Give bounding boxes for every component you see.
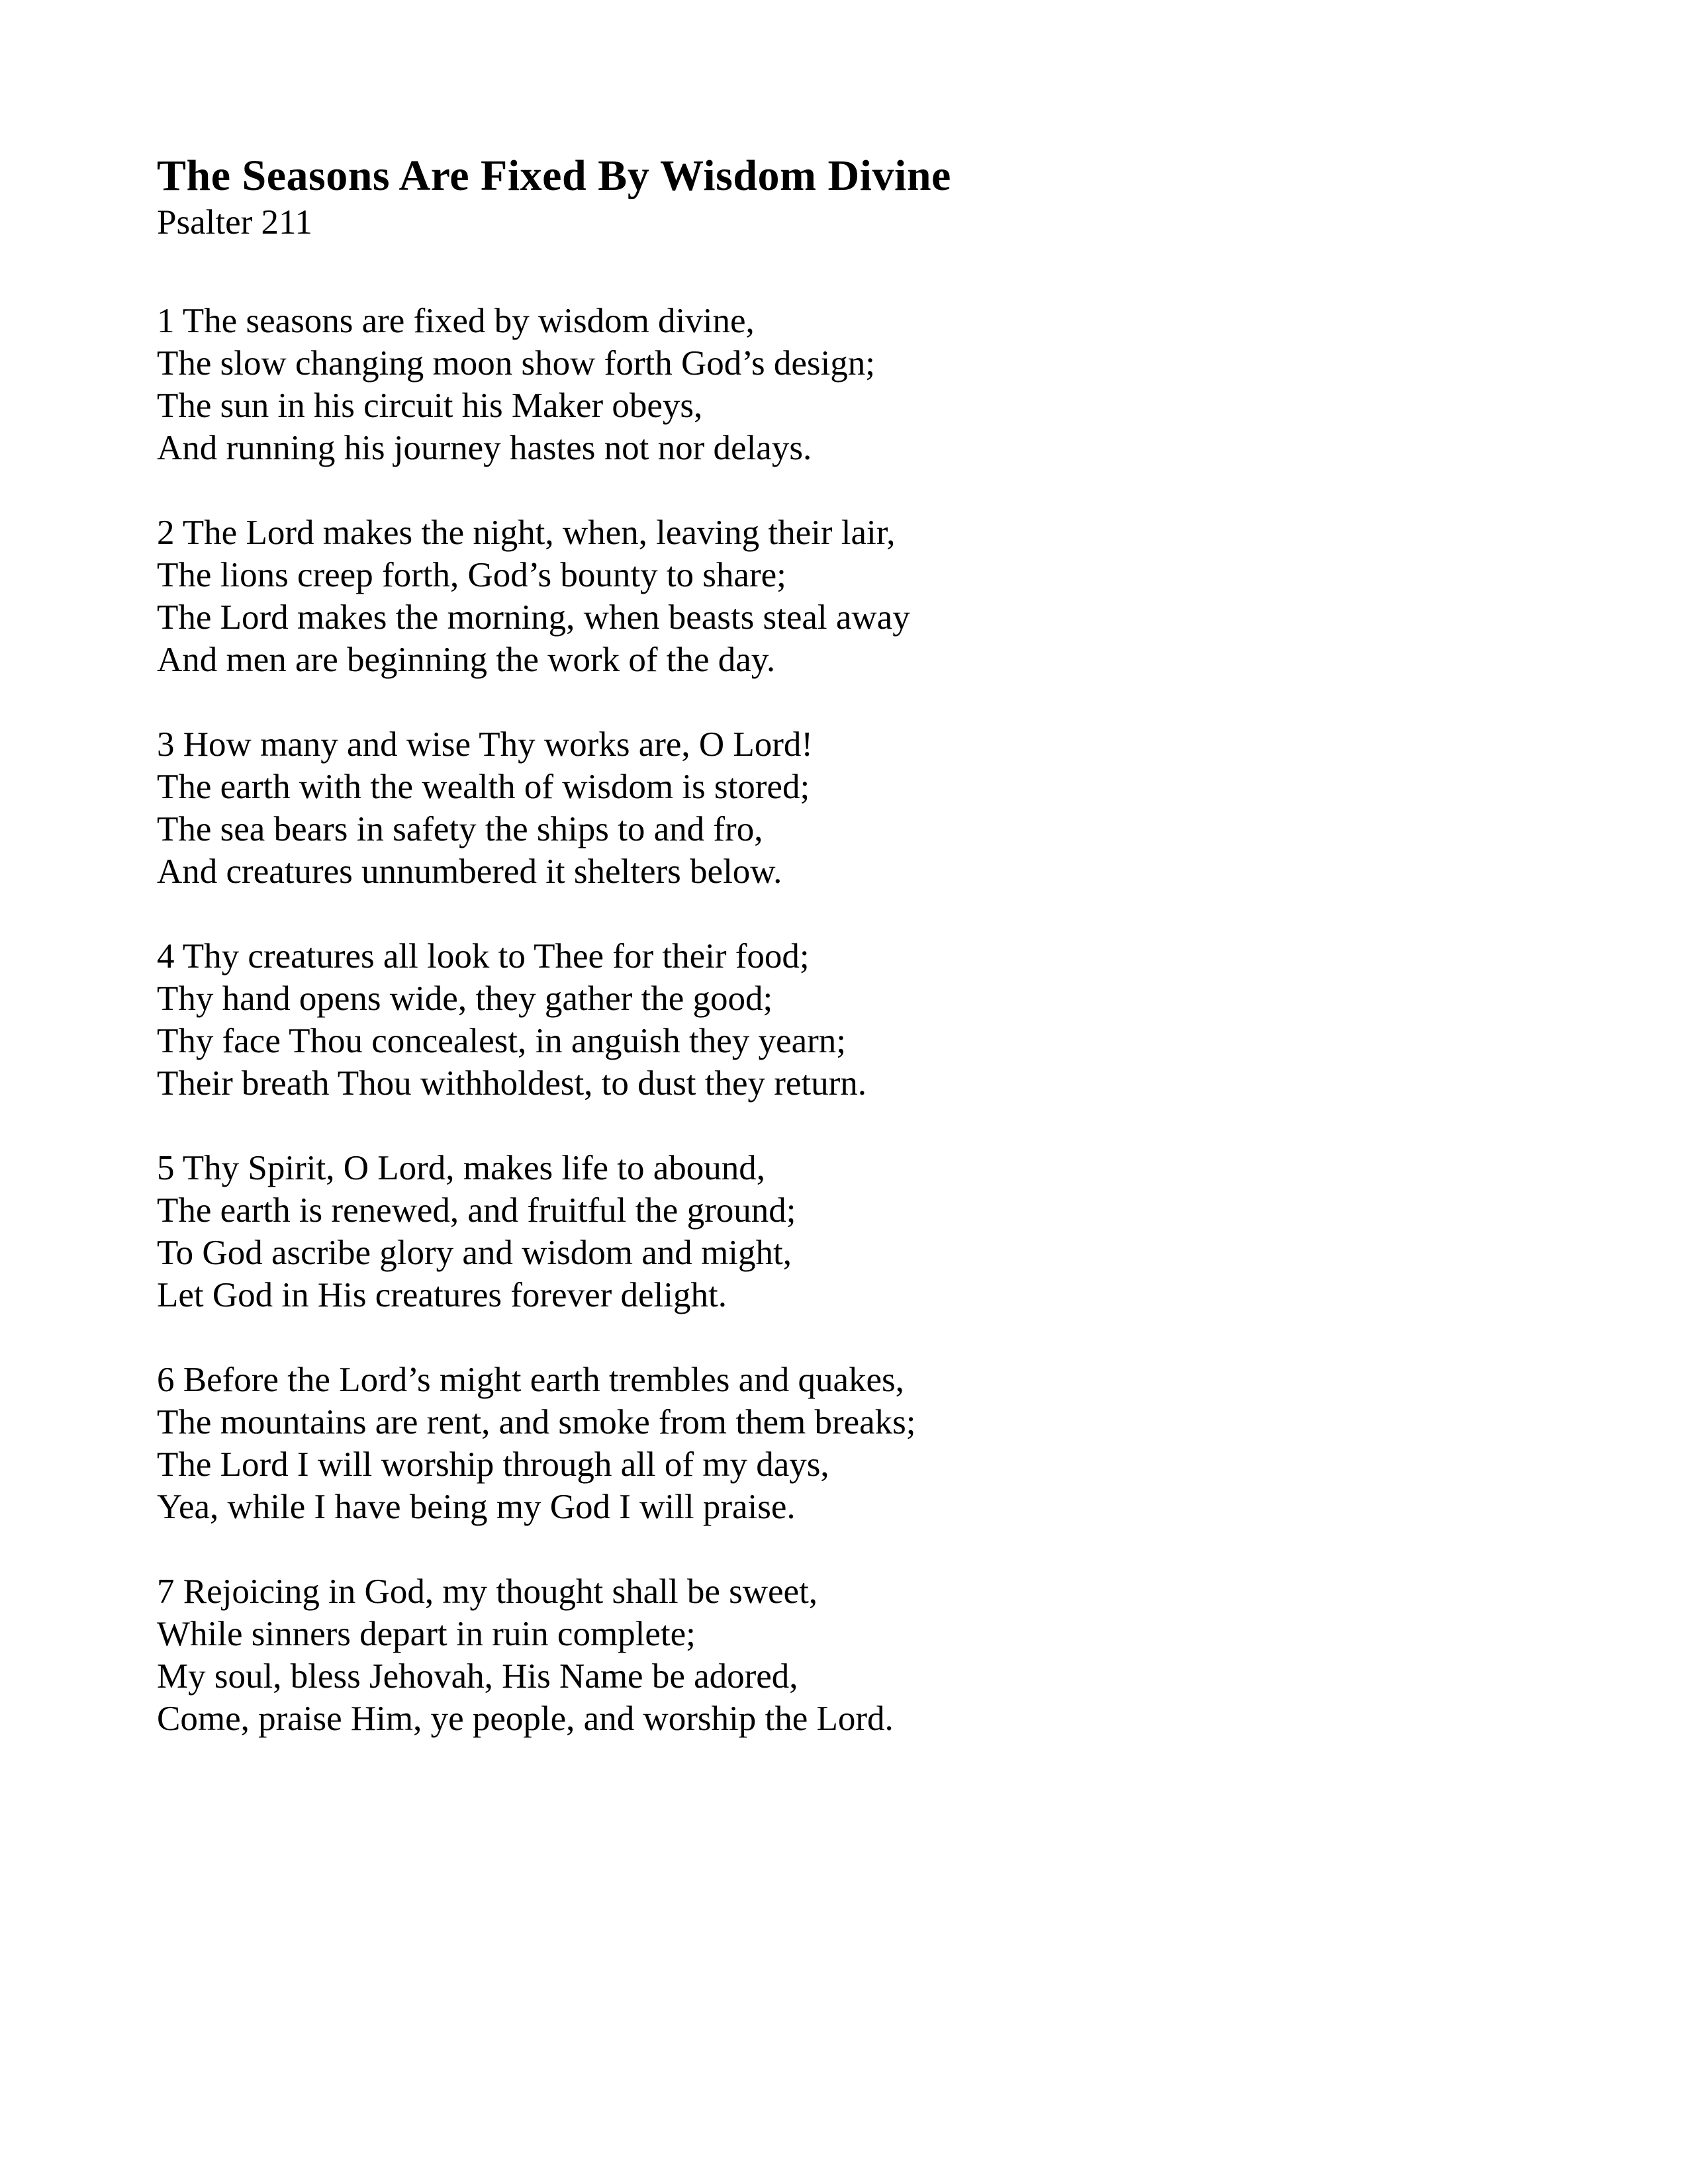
stanza-5-line-1: 5 Thy Spirit, O Lord, makes life to abound,: [157, 1148, 766, 1187]
stanza-6-line-4: Yea, while I have being my God I will praise.: [157, 1487, 796, 1526]
stanza-2-line-3: The Lord makes the morning, when beasts steal away: [157, 598, 910, 637]
stanza-3-line-2: The earth with the wealth of wisdom is stored;: [157, 767, 810, 806]
stanza-7: [157, 1570, 1542, 1740]
stanza-3: [157, 723, 1542, 893]
stanza-6-line-3: The Lord I will worship through all of my days,: [157, 1445, 829, 1484]
stanza-3-line-3: The sea bears in safety the ships to and fro,: [157, 809, 763, 848]
stanza-2: [157, 512, 1542, 681]
stanza-1-line-2: The slow changing moon show forth God’s design;: [157, 343, 875, 383]
stanza-5: [157, 1147, 1542, 1316]
stanza-4-line-1: 4 Thy creatures all look to Thee for their food;: [157, 936, 810, 976]
stanza-4-line-3: Thy face Thou concealest, in anguish they yearn;: [157, 1021, 846, 1060]
stanza-1-line-1: 1 The seasons are fixed by wisdom divine,: [157, 301, 755, 340]
hymn-body: [157, 300, 1542, 1740]
stanza-5-line-2: The earth is renewed, and fruitful the ground;: [157, 1191, 796, 1230]
stanza-1: [157, 300, 1542, 469]
stanza-6-line-1: 6 Before the Lord’s might earth trembles and quakes,: [157, 1360, 904, 1399]
stanza-5-line-4: Let God in His creatures forever delight.: [157, 1275, 727, 1314]
stanza-3-line-1: 3 How many and wise Thy works are, O Lord!: [157, 725, 814, 764]
stanza-1-line-3: The sun in his circuit his Maker obeys,: [157, 386, 703, 425]
stanza-4-line-2: Thy hand opens wide, they gather the good;: [157, 979, 773, 1018]
stanza-7-line-4: Come, praise Him, ye people, and worship the Lord.: [157, 1699, 894, 1738]
stanza-2-line-1: 2 The Lord makes the night, when, leaving their lair,: [157, 513, 896, 552]
stanza-1-line-4: And running his journey hastes not nor delays.: [157, 428, 812, 467]
stanza-2-line-2: The lions creep forth, God’s bounty to share;: [157, 555, 786, 594]
stanza-3-line-4: And creatures unnumbered it shelters below.: [157, 852, 782, 891]
stanza-7-line-3: My soul, bless Jehovah, His Name be adored,: [157, 1657, 798, 1696]
page-subtitle: Psalter 211: [157, 203, 313, 242]
stanza-7-line-1: 7 Rejoicing in God, my thought shall be sweet,: [157, 1572, 818, 1611]
stanza-5-line-3: To God ascribe glory and wisdom and might,: [157, 1233, 792, 1272]
stanza-6-line-2: The mountains are rent, and smoke from them breaks;: [157, 1402, 916, 1441]
stanza-7-line-2: While sinners depart in ruin complete;: [157, 1614, 696, 1653]
page-title: The Seasons Are Fixed By Wisdom Divine: [157, 152, 951, 200]
document-header: [157, 151, 1542, 244]
stanza-2-line-4: And men are beginning the work of the day.: [157, 640, 776, 679]
stanza-4: [157, 935, 1542, 1105]
stanza-6: [157, 1359, 1542, 1528]
stanza-4-line-4: Their breath Thou withholdest, to dust they return.: [157, 1064, 867, 1103]
